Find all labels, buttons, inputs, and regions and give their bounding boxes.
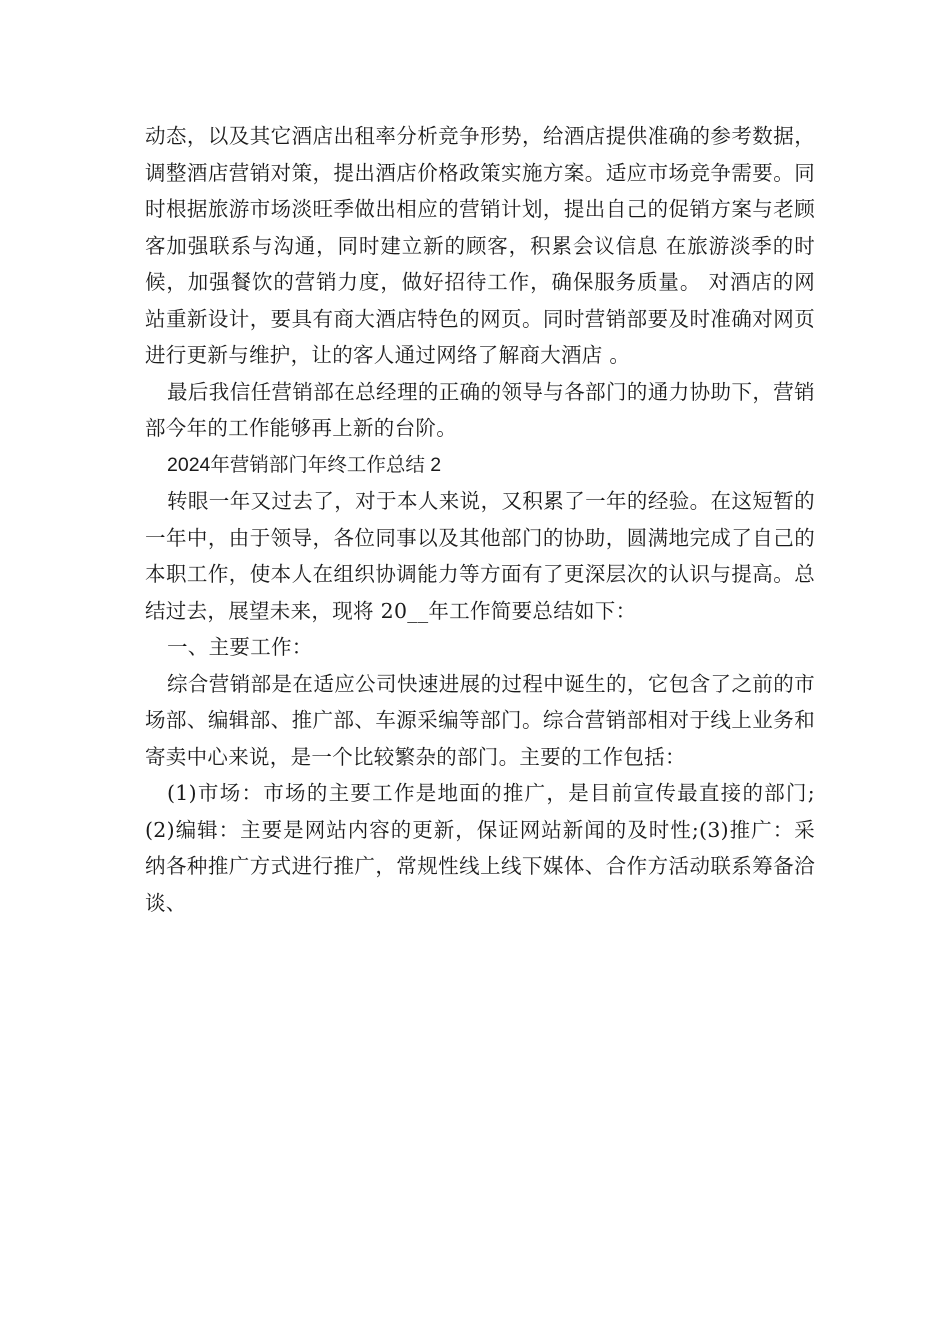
subheading-main-work: 一、主要工作： — [167, 635, 313, 659]
paragraph-closing: 最后我信任营销部在总经理的正确的领导与各部门的通力协助下，营销部今年的工作能够再上新的台阶。 — [145, 379, 815, 440]
document-body — [145, 118, 815, 921]
section-title: 2024年营销部门年终工作总结 2 — [167, 453, 442, 476]
paragraph-department: 综合营销部是在适应公司快速进展的过程中诞生的，它包含了之前的市场部、编辑部、推广部、车源采编等部门。综合营销部相对于线上业务和寄卖中心来说，是一个比较繁杂的部门。主要的工作包括： — [145, 671, 815, 769]
paragraph-duties: (1)市场：市场的主要工作是地面的推广，是目前宣传最直接的部门;(2)编辑：主要是网站内容的更新，保证网站新闻的及时性;(3)推广：采纳各种推广方式进行推广，常规性线上线下媒体、合作方活动联系筹备洽谈、 — [145, 781, 815, 915]
paragraph-intro: 转眼一年又过去了，对于本人来说，又积累了一年的经验。在这短暂的一年中，由于领导，各位同事以及其他部门的协助，圆满地完成了自己的本职工作，使本人在组织协调能力等方面有了更深层次的认识与提高。总结过去，展望未来，现将 20__年工作简要总结如下： — [145, 489, 815, 623]
paragraph-hotel-marketing: 动态，以及其它酒店出租率分析竞争形势，给酒店提供准确的参考数据，调整酒店营销对策，提出酒店价格政策实施方案。适应市场竞争需要。同时根据旅游市场淡旺季做出相应的营销计划，提出自己的促销方案与老顾客加强联系与沟通，同时建立新的顾客，积累会议信息 在旅游淡季的时候，加强餐饮的营销力度，做好招待工作，确保服务质量。 对酒店的网站重新设计，要具有商大酒店特色的网页。同时营销部要及时准确对网页进行更新与维护，让的客人通过网络了解商大酒店 。 — [145, 124, 815, 367]
